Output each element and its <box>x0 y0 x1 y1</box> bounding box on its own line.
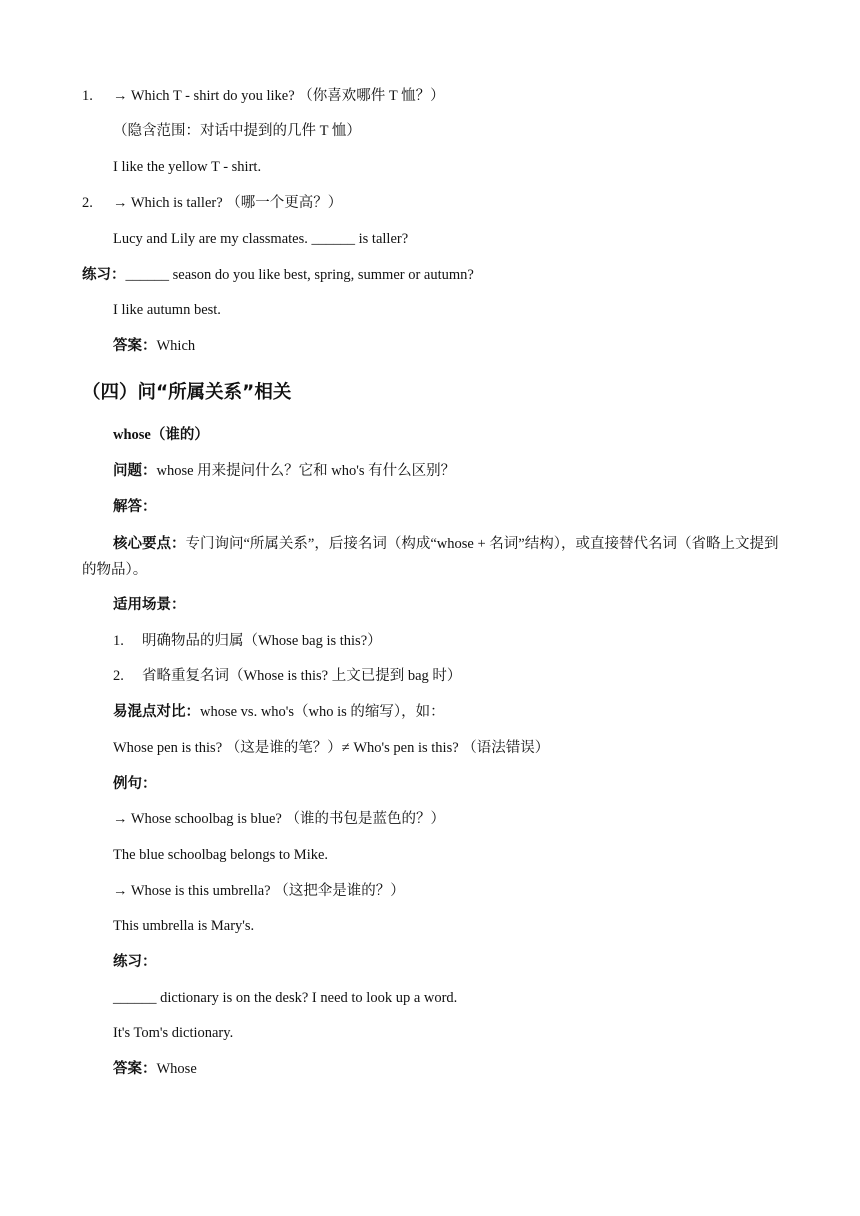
confuse-label: 易混点对比： <box>113 704 200 720</box>
confuse-text: whose vs. who's（who is 的缩写），如： <box>200 704 445 720</box>
section-heading: （四）问“所属关系”相关 <box>82 382 292 403</box>
scenes-label: 适用场景： <box>113 597 186 613</box>
example-question: → Which T - shirt do you like? （你喜欢哪件 T 恤？） <box>113 88 445 104</box>
confusion-line <box>113 701 445 723</box>
practice-response: I like autumn best. <box>113 302 221 318</box>
core-text: 专门询问“所属关系”，后接名词（构成“whose + 名词”结构），或直接替代名词（省略上文提到的物品）。 <box>82 536 779 578</box>
answer-value: Whose <box>156 1061 197 1077</box>
example-answer: The blue schoolbag belongs to Mike. <box>113 847 329 863</box>
scene-text: 明确物品的归属（Whose bag is this?） <box>142 633 382 649</box>
practice-label: 练习： <box>82 267 126 283</box>
example-question: → Whose is this umbrella? （这把伞是谁的？） <box>113 883 405 899</box>
practice-question: ______ dictionary is on the desk? I need to look up a word. <box>113 990 458 1006</box>
answer-line <box>113 335 195 357</box>
answer-label: 答案： <box>113 1061 157 1077</box>
example-answer: I like the yellow T - shirt. <box>113 159 262 175</box>
practice-question: ______ season do you like best, spring, summer or autumn? <box>125 267 474 283</box>
scope-note: （隐含范围：对话中提到的几件 T 恤） <box>113 123 361 139</box>
list-number: 1. <box>113 633 124 649</box>
question-label: 问题： <box>113 463 157 479</box>
list-number: 1. <box>82 88 93 104</box>
examples-label: 例句： <box>113 776 157 792</box>
practice-label: 练习： <box>113 954 157 970</box>
example-sentence: Lucy and Lily are my classmates. ______ is taller? <box>113 231 409 247</box>
core-points-paragraph <box>82 531 782 583</box>
example-answer: This umbrella is Mary's. <box>113 918 255 934</box>
practice-line <box>82 264 474 286</box>
answer-value: Which <box>156 338 196 354</box>
keyword-title: whose（谁的） <box>113 427 209 443</box>
answer-line <box>113 1058 197 1080</box>
list-item <box>113 630 382 652</box>
example-question: → Whose schoolbag is blue? （谁的书包是蓝色的？） <box>113 811 445 827</box>
confusion-example: Whose pen is this? （这是谁的笔？）≠ Who's pen is this? （语法错误） <box>113 740 550 756</box>
list-number: 2. <box>82 195 93 211</box>
practice-response: It's Tom's dictionary. <box>113 1025 234 1041</box>
answer-label: 答案： <box>113 338 157 354</box>
scene-text: 省略重复名词（Whose is this? 上文已提到 bag 时） <box>142 668 462 684</box>
core-label: 核心要点： <box>113 536 186 552</box>
list-item <box>113 665 461 687</box>
question-line <box>113 460 455 482</box>
question-text: whose 用来提问什么？它和 who's 有什么区别？ <box>156 463 456 479</box>
solution-label: 解答： <box>113 499 157 515</box>
list-number: 2. <box>113 668 124 684</box>
example-question: → Which is taller? （哪一个更高？） <box>113 195 343 211</box>
